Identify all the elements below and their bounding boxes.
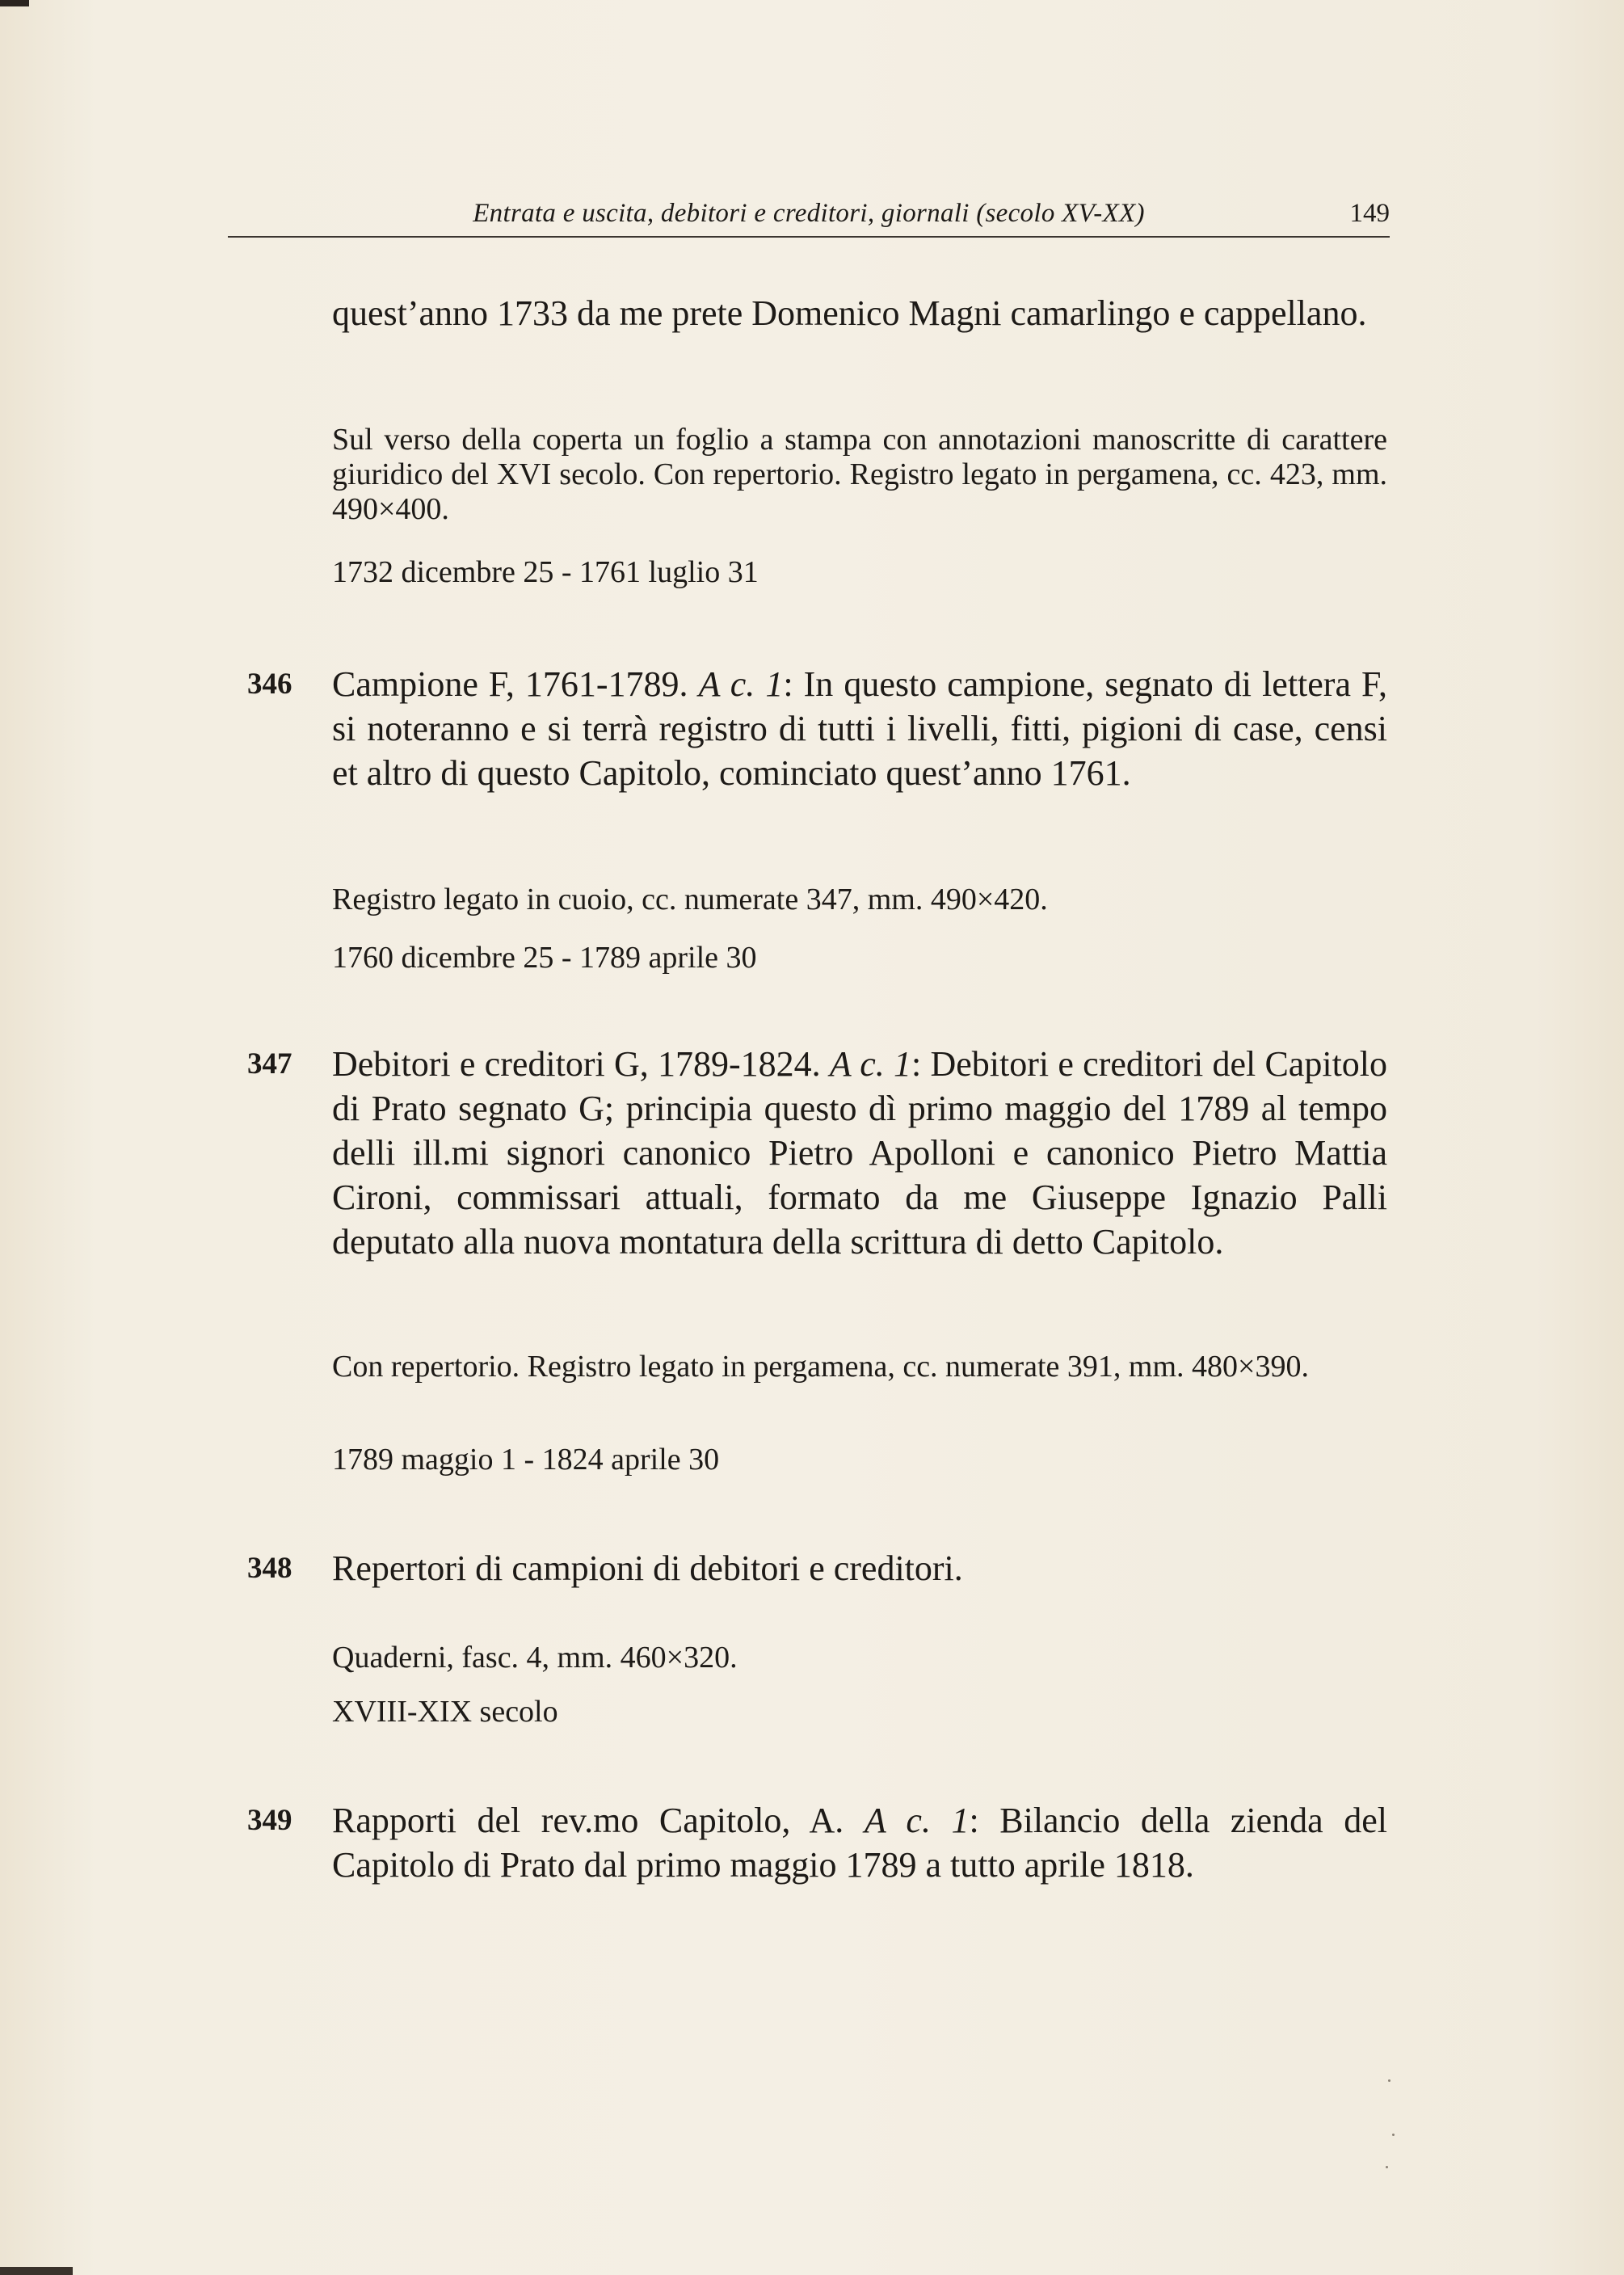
continuation-note: Sul verso della coperta un foglio a stampa con annotazioni manoscritte di carattere giuridico del XVI secolo. Con repertorio. Registro legato in pergamena, cc. 423, mm. 490×400. bbox=[332, 423, 1387, 526]
entry-body: : Bilancio della zienda del Capitolo di Prato dal primo maggio 1789 a tutto aprile 1818. bbox=[332, 1801, 1387, 1885]
paper-speck bbox=[1386, 2166, 1388, 2168]
entry-number: 349 bbox=[247, 1804, 292, 1837]
entry-title: Rapporti del rev.mo Capitolo, A. bbox=[332, 1801, 844, 1840]
paper-speck bbox=[1388, 2079, 1390, 2082]
entry-title: Campione F, 1761-1789. bbox=[332, 664, 688, 704]
entry-347-note: Con repertorio. Registro legato in pergamena, cc. numerate 391, mm. 480×390. bbox=[332, 1350, 1309, 1384]
entry-number: 348 bbox=[247, 1552, 292, 1585]
continuation-text: quest’anno 1733 da me prete Domenico Magni camarlingo e cappellano. bbox=[332, 293, 1367, 333]
entry-ref: A c. 1 bbox=[864, 1801, 970, 1840]
paper-speck bbox=[1392, 2134, 1395, 2136]
scan-bottom-mark bbox=[0, 2267, 73, 2275]
entry-number: 347 bbox=[247, 1047, 292, 1081]
entry-346-date: 1760 dicembre 25 - 1789 aprile 30 bbox=[332, 941, 757, 975]
entry-ref: A c. 1 bbox=[698, 664, 784, 704]
running-title: Entrata e uscita, debitori e creditori, giornali (secolo XV-XX) bbox=[473, 199, 1145, 228]
entry-349-text bbox=[332, 1798, 1387, 1887]
entry-348-text bbox=[332, 1546, 1387, 1590]
continuation-date: 1732 dicembre 25 - 1761 luglio 31 bbox=[332, 555, 759, 589]
entry-348-date: XVIII-XIX secolo bbox=[332, 1695, 558, 1729]
entry-346-note: Registro legato in cuoio, cc. numerate 347, mm. 490×420. bbox=[332, 883, 1048, 916]
entry-number: 346 bbox=[247, 668, 292, 701]
entry-body: : In questo campione, segnato di lettera F, si noteranno e si terrà registro di tutti i livelli, fitti, pigioni di case, censi et altro di questo Capitolo, cominciato quest’anno 1761. bbox=[332, 664, 1387, 793]
page-number: 149 bbox=[1349, 199, 1390, 228]
entry-title: Debitori e creditori G, 1789-1824. bbox=[332, 1044, 821, 1084]
entry-ref: A c. 1 bbox=[829, 1044, 912, 1084]
entry-347-date: 1789 maggio 1 - 1824 aprile 30 bbox=[332, 1443, 720, 1477]
entry-346-text bbox=[332, 662, 1387, 795]
entry-347-text bbox=[332, 1042, 1387, 1264]
running-head bbox=[228, 196, 1390, 238]
entry-348-note: Quaderni, fasc. 4, mm. 460×320. bbox=[332, 1641, 738, 1675]
entry-body: : Debitori e creditori del Capitolo di Prato segnato G; principia questo dì primo maggio del 1789 al tempo delli ill.mi signori canonico Pietro Apolloni e canonico Pietro Mattia Cironi, commissari attuali, formato da me Giuseppe Ignazio Palli deputato alla nuova montatura della scrittura di detto Capitolo. bbox=[332, 1044, 1388, 1262]
entry-title: Repertori di campioni di debitori e creditori. bbox=[332, 1548, 963, 1588]
scan-corner-mark bbox=[0, 0, 29, 6]
